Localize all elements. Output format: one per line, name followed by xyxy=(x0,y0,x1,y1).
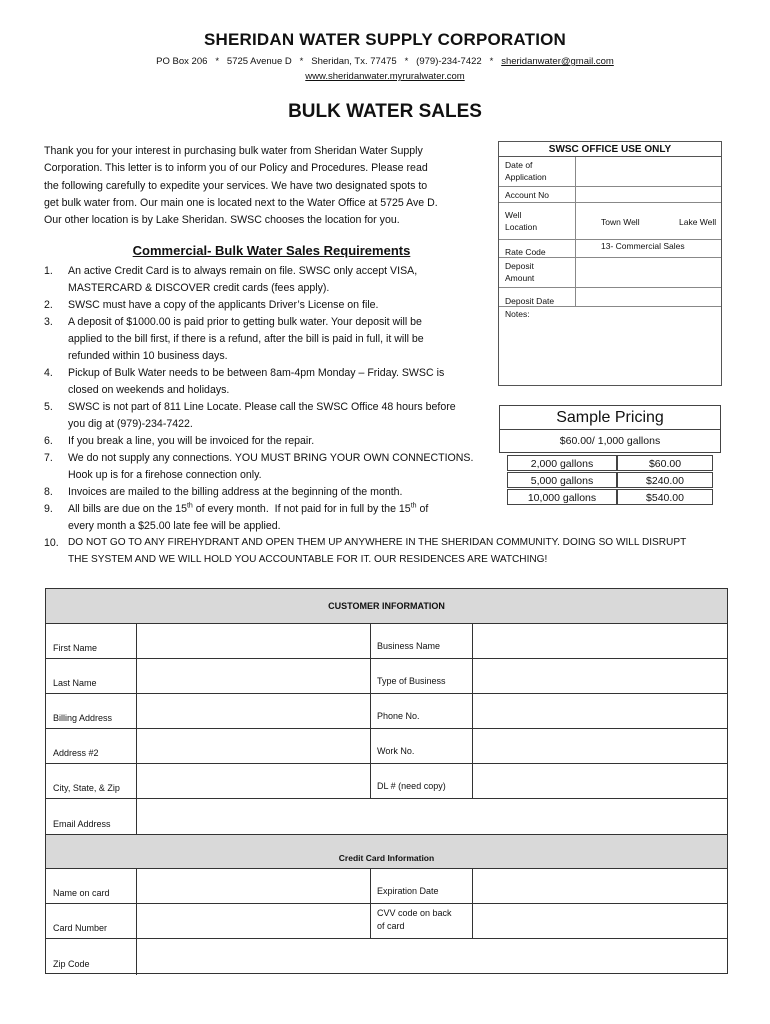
pricing-price: $240.00 xyxy=(617,472,713,488)
business-name-input[interactable] xyxy=(473,625,728,658)
email-address-input[interactable] xyxy=(137,800,728,833)
office-use-header: SWSC OFFICE USE ONLY xyxy=(499,142,721,157)
requirement-text: SWSC is not part of 811 Line Locate. Please call the SWSC Office 48 hours before xyxy=(68,401,456,413)
field-label: Application xyxy=(505,172,547,182)
document-title: BULK WATER SALES xyxy=(288,101,482,122)
field-label: Deposit xyxy=(505,261,534,271)
requirement-text: A deposit of $1000.00 is paid prior to getting bulk water. Your deposit will be xyxy=(68,316,422,328)
address-2-label: Address #2 xyxy=(53,748,99,758)
intro-line: Corporation. This letter is to inform you of our Policy and Procedures. Please read xyxy=(44,162,428,175)
contact-details: PO Box 206 * 5725 Avenue D * Sheridan, Tx. 77475 * (979)-234-7422 * xyxy=(156,56,502,67)
zip-code-label: Zip Code xyxy=(53,959,90,969)
business-name-label: Business Name xyxy=(377,641,441,651)
requirement-number: 6. xyxy=(44,435,53,447)
requirement-item xyxy=(44,501,504,535)
requirement-text: Pickup of Bulk Water needs to be between 8am-4pm Monday – Friday. SWSC is xyxy=(68,367,445,379)
requirement-item xyxy=(44,450,504,484)
requirement-text: Invoices are mailed to the billing address at the beginning of the month. xyxy=(68,486,403,498)
requirement-text: All bills are due on the 15th of every month. If not paid for in full by the 15th of xyxy=(68,502,429,515)
requirement-number: 10. xyxy=(44,537,59,549)
phone-no-label: Phone No. xyxy=(377,711,420,721)
billing-address-input[interactable] xyxy=(137,695,370,728)
expiration-date-input[interactable] xyxy=(473,870,728,903)
work-no-label: Work No. xyxy=(377,746,415,756)
requirement-text: refunded within 10 business days. xyxy=(68,349,228,362)
requirement-item xyxy=(44,263,504,297)
intro-line: get bulk water from. Our main one is located next to the Water Office at 5725 Ave D. xyxy=(44,196,438,209)
requirement-text: SWSC must have a copy of the applicants Driver’s License on file. xyxy=(68,299,379,311)
requirement-item xyxy=(44,365,504,399)
requirement-number: 2. xyxy=(44,299,53,311)
requirement-number: 7. xyxy=(44,452,53,464)
notes-label: Notes: xyxy=(505,309,530,319)
sample-pricing-title: Sample Pricing xyxy=(499,405,721,430)
requirement-text: An active Credit Card is to always remain on file. SWSC only accept VISA, xyxy=(68,265,418,277)
phone-no-input[interactable] xyxy=(473,695,728,728)
office-use-box xyxy=(498,141,722,386)
deposit-date-row xyxy=(499,288,721,307)
rate-code-row xyxy=(499,240,721,258)
work-no-input[interactable] xyxy=(473,730,728,763)
pricing-gallons: 10,000 gallons xyxy=(507,489,617,505)
lake-well-option[interactable]: Lake Well xyxy=(679,217,717,227)
pricing-price: $60.00 xyxy=(617,455,713,471)
customer-information-form xyxy=(45,588,728,974)
well-location-row xyxy=(499,203,721,240)
city-state-zip-input[interactable] xyxy=(137,765,370,798)
billing-address-label: Billing Address xyxy=(53,713,113,723)
requirement-text: THE SYSTEM AND WE WILL HOLD YOU ACCOUNTABLE FOR IT. OUR RESIDENCES ARE WATCHING! xyxy=(68,553,548,565)
first-name-input[interactable] xyxy=(137,625,370,658)
requirement-text: If you break a line, you will be invoiced for the repair. xyxy=(68,435,315,447)
pricing-row xyxy=(507,472,703,488)
requirement-text: closed on weekends and holidays. xyxy=(68,383,230,396)
requirement-number: 3. xyxy=(44,316,53,328)
field-label: Date of xyxy=(505,160,533,170)
requirement-text: Hook up is for a firehose connection only. xyxy=(68,468,262,481)
field-label: Amount xyxy=(505,273,535,283)
first-name-label: First Name xyxy=(53,643,98,653)
requirement-text: applied to the bill first, if there is a refund, after the bill is paid in full, it will be xyxy=(68,332,424,345)
requirement-number: 4. xyxy=(44,367,53,379)
dl-number-label: DL # (need copy) xyxy=(377,781,446,791)
requirement-item xyxy=(44,535,734,569)
intro-line: the following carefully to expedite your services. We have two designated spots to xyxy=(44,179,428,192)
dl-number-input[interactable] xyxy=(473,765,728,798)
requirement-text: MASTERCARD & DISCOVER credit cards (fees apply). xyxy=(68,281,330,294)
intro-line: Thank you for your interest in purchasing bulk water from Sheridan Water Supply xyxy=(44,145,423,157)
card-number-input[interactable] xyxy=(137,905,370,938)
date-of-application-row xyxy=(499,157,721,187)
address-2-input[interactable] xyxy=(137,730,370,763)
field-label: Location xyxy=(505,222,538,232)
city-state-zip-label: City, State, & Zip xyxy=(53,783,120,793)
requirement-number: 8. xyxy=(44,486,53,498)
intro-line: Our other location is by Lake Sheridan. SWSC chooses the location for you. xyxy=(44,214,400,227)
requirement-text: We do not supply any connections. YOU MUST BRING YOUR OWN CONNECTIONS. xyxy=(68,452,474,464)
email-link[interactable]: sheridanwater@gmail.com xyxy=(501,56,614,67)
pricing-row xyxy=(507,455,703,471)
organization-name: SHERIDAN WATER SUPPLY CORPORATION xyxy=(203,30,567,49)
requirement-item xyxy=(44,314,504,365)
town-well-option[interactable]: Town Well xyxy=(601,217,640,227)
account-no-row xyxy=(499,187,721,203)
requirement-item xyxy=(44,484,504,501)
name-on-card-input[interactable] xyxy=(137,870,370,903)
requirement-item xyxy=(44,297,504,314)
field-label: Well xyxy=(505,210,522,220)
pricing-gallons: 5,000 gallons xyxy=(507,472,617,488)
zip-code-input[interactable] xyxy=(137,940,728,974)
rate-code-value: 13- Commercial Sales xyxy=(601,241,685,251)
contact-line xyxy=(0,56,770,67)
last-name-label: Last Name xyxy=(53,678,97,688)
field-label: Deposit Date xyxy=(505,296,555,306)
intro-paragraph xyxy=(44,143,499,229)
credit-card-header: Credit Card Information xyxy=(46,834,727,869)
cvv-input[interactable] xyxy=(473,905,728,938)
requirement-item xyxy=(44,433,504,450)
requirements-heading: Commercial- Bulk Water Sales Requirements xyxy=(132,243,411,258)
expiration-date-label: Expiration Date xyxy=(377,886,439,896)
requirement-text: DO NOT GO TO ANY FIREHYDRANT AND OPEN THEM UP ANYWHERE IN THE SHERIDAN COMMUNITY. DOING SO WILL DISRUPT xyxy=(68,537,687,548)
requirement-item xyxy=(44,399,504,433)
customer-information-header: CUSTOMER INFORMATION xyxy=(46,589,727,624)
type-of-business-label: Type of Business xyxy=(377,676,446,686)
requirement-number: 5. xyxy=(44,401,53,413)
last-name-input[interactable] xyxy=(137,660,370,693)
cvv-label: CVV code on back of card xyxy=(377,908,452,931)
field-label: Rate Code xyxy=(505,247,546,257)
pricing-rate: $60.00/ 1,000 gallons xyxy=(499,430,721,453)
pricing-gallons: 2,000 gallons xyxy=(507,455,617,471)
requirement-number: 9. xyxy=(44,503,53,515)
pricing-price: $540.00 xyxy=(617,489,713,505)
email-address-label: Email Address xyxy=(53,819,111,829)
requirement-number: 1. xyxy=(44,265,53,277)
requirement-text: every month a $25.00 late fee will be applied. xyxy=(68,519,281,532)
type-of-business-input[interactable] xyxy=(473,660,728,693)
website-link[interactable]: www.sheridanwater.myruralwater.com xyxy=(305,71,465,82)
field-label: Account No xyxy=(505,190,549,200)
card-number-label: Card Number xyxy=(53,923,108,933)
requirement-text: you dig at (979)-234-7422. xyxy=(68,417,193,430)
name-on-card-label: Name on card xyxy=(53,888,110,898)
deposit-amount-row xyxy=(499,258,721,288)
pricing-row xyxy=(507,489,703,505)
